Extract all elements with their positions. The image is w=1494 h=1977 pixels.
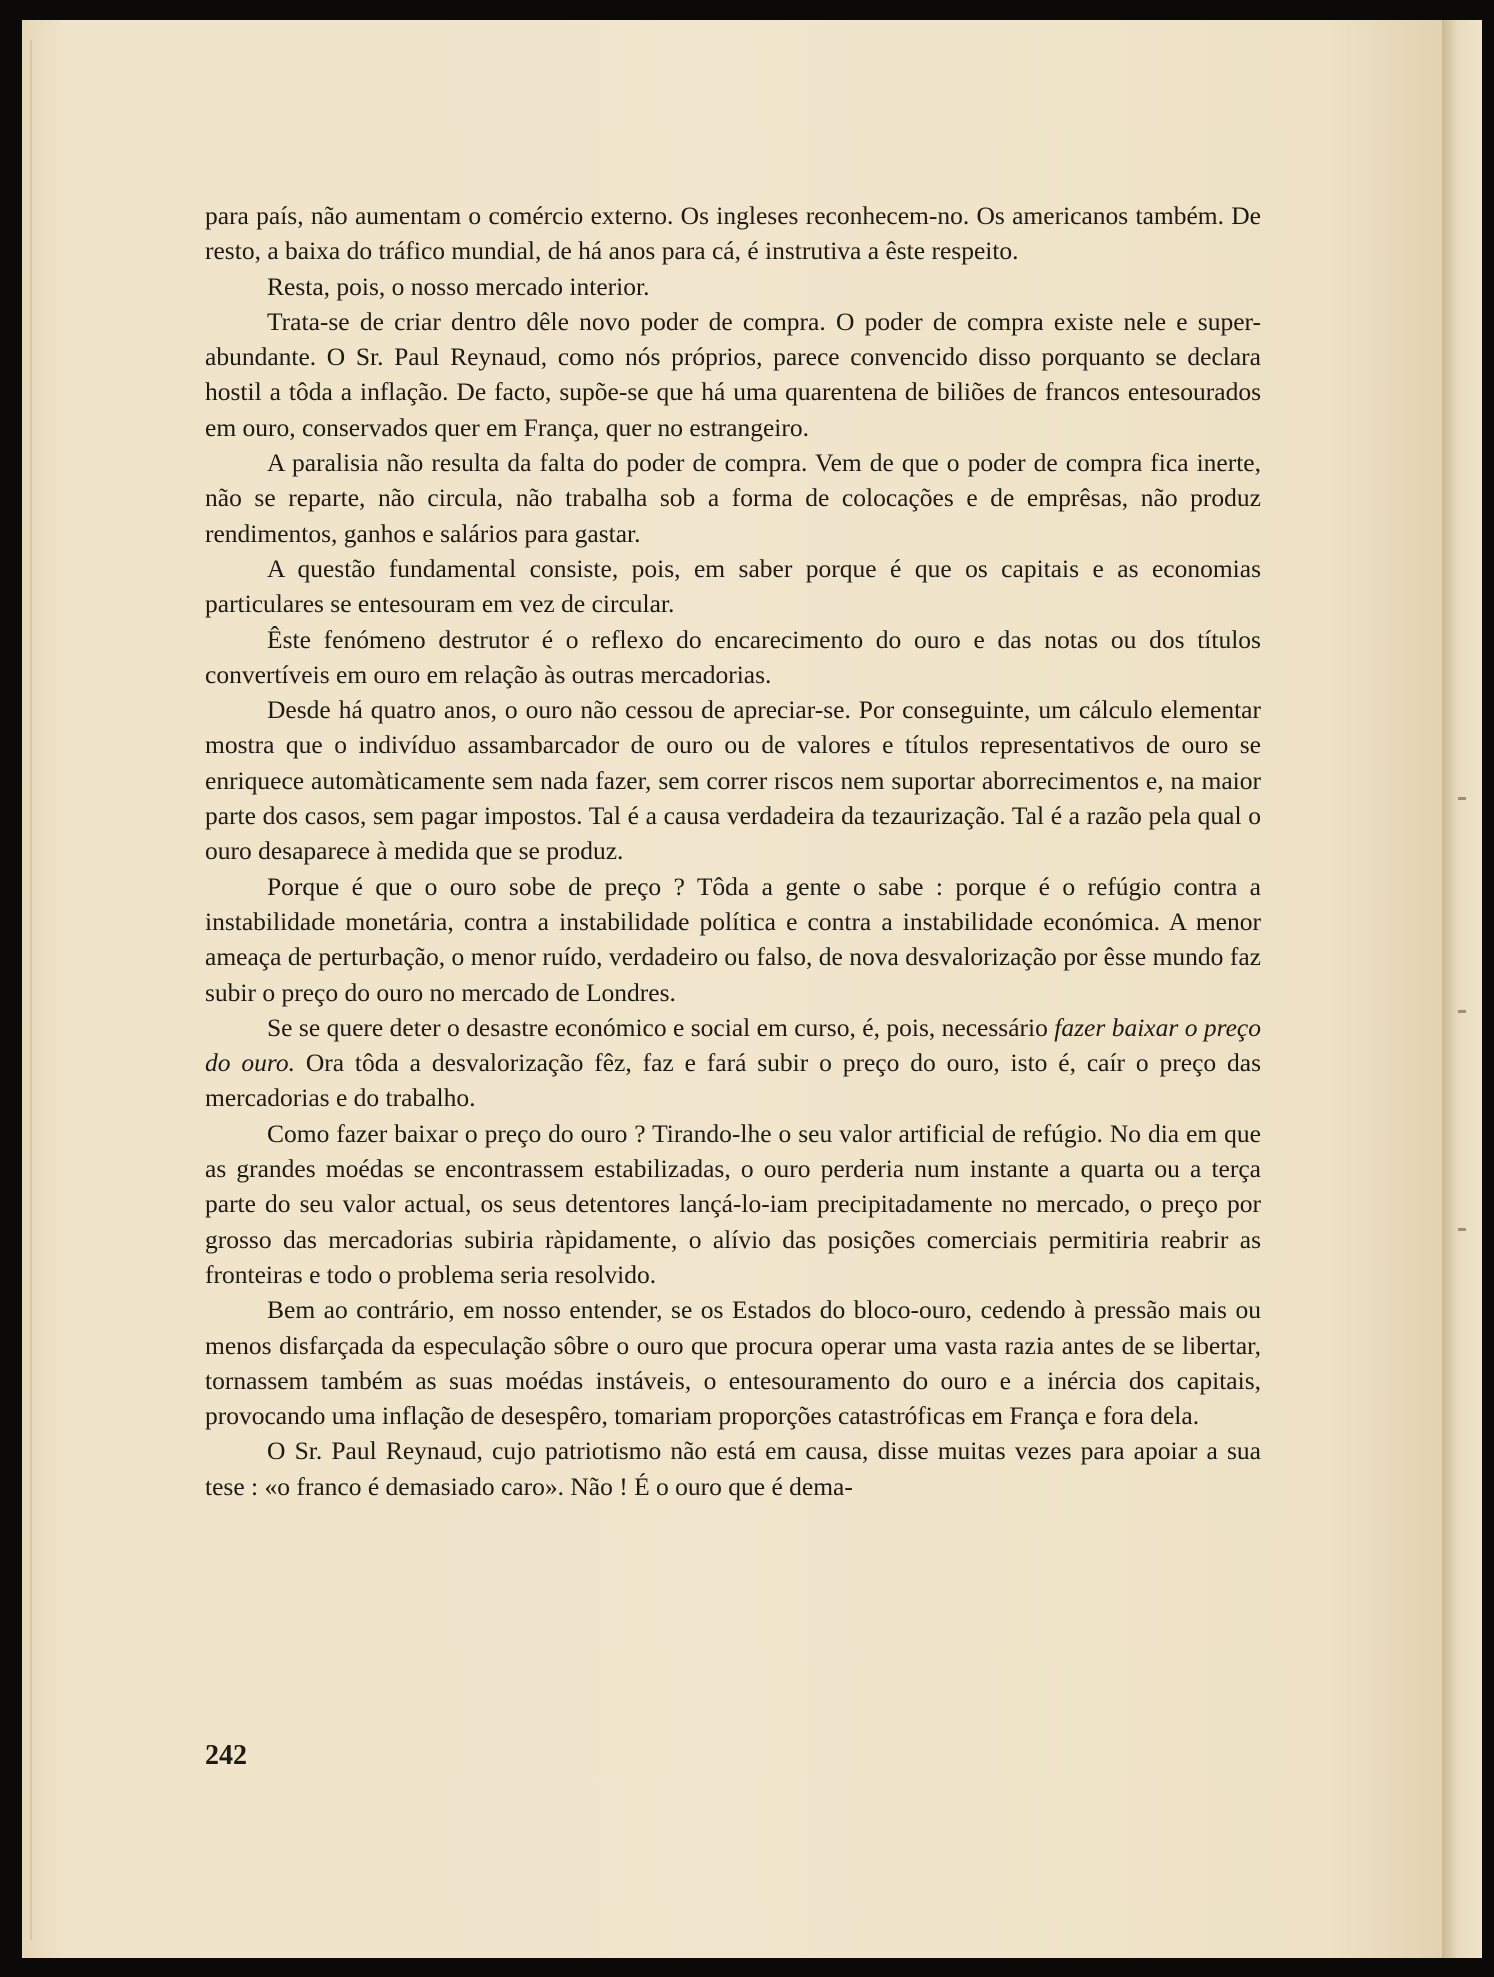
paragraph-text: para país, não aumentam o comércio externo. Os ingleses reconhecem-no. Os americanos também. De resto, a baixa do tráfico mundial, de há anos para cá, é instrutiva a êste respeito.: [205, 201, 1261, 266]
paragraph: [205, 1433, 1261, 1504]
paragraph: [205, 869, 1261, 1010]
page-number: 242: [205, 1740, 247, 1771]
paragraph: [205, 1010, 1261, 1116]
paragraph-text: Porque é que o ouro sobe de preço ? Tôda a gente o sabe : porque é o refúgio contra a instabilidade monetária, contra a instabilidade política e contra a instabilidade económica. A menor ameaça de perturbação, o menor ruído, verdadeiro ou falso, de nova desvalorização por êsse mundo faz subir o preço do ouro no mercado de Londres.: [205, 871, 1261, 1007]
paragraph: [205, 1116, 1261, 1292]
paragraph: [205, 622, 1261, 693]
paragraph-text: Trata-se de criar dentro dêle novo poder de compra. O poder de compra existe nele e super-abundante. O Sr. Paul Reynaud, como nós próprios, parece convencido disso porquanto se declara hostil a tôda a inflação. De facto, supõe-se que há uma quarentena de biliões de francos entesourados em ouro, conservados quer em França, quer no estrangeiro.: [205, 306, 1261, 442]
next-page-edge: [1442, 20, 1482, 1958]
paragraph: [205, 304, 1261, 445]
paragraph: [205, 1292, 1261, 1433]
paragraph-text: A questão fundamental consiste, pois, em saber porque é que os capitais e as economias particulares se entesouram em vez de circular.: [205, 553, 1261, 619]
body-text: [205, 198, 1261, 1504]
paragraph-text: Se se quere deter o desastre económico e social em curso, é, pois, necessário: [267, 1012, 1055, 1042]
paragraph: [205, 269, 1261, 304]
margin-mark: [1458, 797, 1466, 800]
margin-mark: [1458, 1010, 1466, 1013]
paragraph-text: O Sr. Paul Reynaud, cujo patriotismo não está em causa, disse muitas vezes para apoiar a sua tese : «o franco é demasiado caro». Não ! É o ouro que é dema-: [205, 1436, 1261, 1501]
paragraph-text: A paralisia não resulta da falta do poder de compra. Vem de que o poder de compra fica inerte, não se reparte, não circula, não trabalha sob a forma de colocações e de emprêsas, não produz rendimentos, ganhos e salários para gastar.: [205, 448, 1261, 548]
emphasis-text: fazer baixar o preço do ouro.: [205, 1012, 1261, 1078]
paragraph: [205, 445, 1261, 551]
paragraph: [205, 692, 1261, 868]
paragraph: [205, 198, 1261, 269]
paragraph-text: Bem ao contrário, em nosso entender, se os Estados do bloco-ouro, cedendo à pressão mais ou menos disfarçada da especulação sôbre o ouro que procura operar uma vasta razia antes de se libertar, tornassem também as suas moédas instáveis, o entesouramento do ouro e a inércia dos capitais, provocando uma inflação de desespêro, tomariam proporções catastróficas em França e fora dela.: [205, 1295, 1261, 1431]
binding-shadow: [30, 40, 32, 1940]
paragraph-text: Resta, pois, o nosso mercado interior.: [267, 271, 650, 301]
paragraph-text: Desde há quatro anos, o ouro não cessou de apreciar-se. Por conseguinte, um cálculo elementar mostra que o indivíduo assambarcador de ouro ou de valores e títulos representativos de ouro se enriquece automàticamente sem nada fazer, sem correr riscos nem suportar aborrecimentos e, na maior parte dos casos, sem pagar impostos. Tal é a causa verdadeira da tezaurização. Tal é a razão pela qual o ouro desaparece à medida que se produz.: [205, 695, 1261, 866]
paragraph-text: Êste fenómeno destrutor é o reflexo do encarecimento do ouro e das notas ou dos títulos convertíveis em ouro em relação às outras mercadorias.: [205, 624, 1261, 689]
margin-mark: [1458, 1228, 1466, 1231]
paragraph: [205, 551, 1261, 622]
paragraph-text: Ora tôda a desvalorização fêz, faz e fará subir o preço do ouro, isto é, caír o preço das mercadorias e do trabalho.: [205, 1048, 1261, 1113]
paragraph-text: Como fazer baixar o preço do ouro ? Tirando-lhe o seu valor artificial de refúgio. No dia em que as grandes moédas se encontrassem estabilizadas, o ouro perderia num instante a quarta ou a terça parte do seu valor actual, os seus detentores lançá-lo-iam precipitadamente no mercado, o preço por grosso das mercadorias subiria ràpidamente, o alívio das posições comerciais permitiria reabrir as fronteiras e todo o problema seria resolvido.: [205, 1118, 1261, 1289]
